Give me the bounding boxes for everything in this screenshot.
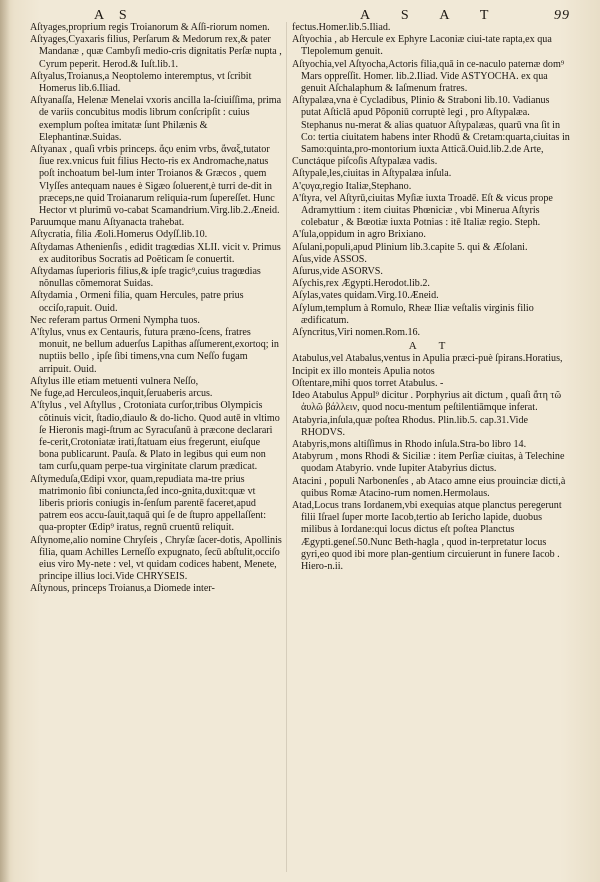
section-heading: A T xyxy=(408,340,456,353)
dictionary-entry: Atacini , populi Narbonenſes , ab Ataco amne eius prouinciæ dicti,à quibus Romæ Atacino-rum nomen.Hermolaus. xyxy=(292,475,566,499)
dictionary-entry: Aſtycratia, filia Æoli.Homerus Odyſſ.lib.10. xyxy=(30,229,208,241)
dictionary-entry: Paruumque manu Aſtyanacta trahebat. xyxy=(30,217,185,229)
dictionary-entry: Aſtyages,Cyaxaris filius, Perſarum & Medorum rex,& pater Mandanæ , quæ Cambyſi medio-cris dignitatis Perſæ nupta , Cyrum peperit. Herod.& Iuſt.lib.1. xyxy=(30,34,282,70)
dictionary-entry: Atabulus,vel Atabalus,ventus in Apulia præci-puè ſpirans.Horatius, xyxy=(292,353,563,365)
dictionary-entry: Aſtypalæa,vna è Cycladibus, Plinio & Straboni lib.10. Vadianus putat Aſticlā apud Põponiū corruptè legi , pro Aſtypalæa. Stephanus nu-merat & alias quatuor Aſtypalæas, quarū vna ſit in Co: tertia ciuitatem habens inter Rhodū & Cretam:quarta,ciuitas in Samo:quinta,pro-montorium iuxta Atticā.Ouid.lib.2.de Arte, xyxy=(292,95,570,156)
dictionary-entry: A'ſtylus , vel Aſtyllus , Crotoniata curſor,tribus Olympicis cõtinuis vicit, ſtadio,diaulo & do-licho. Quod autē in vltimo ſe Hieronis magi-ſtrum ac Syracuſanū à præcone declarari fe-cerit,Crotoniatæ irati,ſtatuam eius fregerunt, eiuſque bona publicarunt. Pauſa. & Plato in legibus qui eum non tam curſu,quam perpe-tua virginitate clarum prædicat. xyxy=(30,400,280,473)
dictionary-entry: Aſtypale,les,ciuitas in Aſtypalæa inſula. xyxy=(292,168,452,180)
header-left-letters: A S xyxy=(94,8,133,23)
dictionary-entry: Cunctáque piſcoſis Aſtypalæa vadis. xyxy=(292,156,438,168)
dictionary-entry: Atabyrum , mons Rhodi & Siciliæ : item Perſiæ ciuitas, à Telechine quodam Atabyrio. vnde Iupiter Atabyrius dictus. xyxy=(292,451,565,475)
dictionary-entry: Atabyris,mons altiſſimus in Rhodo inſula.Stra-bo libro 14. xyxy=(292,438,527,450)
dictionary-entry: Aſylum,templum à Romulo, Rheæ Iliæ veſtalis virginis filio ædificatum. xyxy=(292,302,534,326)
dictionary-entry: Aſtydamia , Ormeni filia, quam Hercules, patre prius occiſo,rapuit. Ouid. xyxy=(30,290,244,314)
dictionary-entry: Aſulani,populi,apud Plinium lib.3.capite 5. qui & Æſolani. xyxy=(292,241,528,253)
dictionary-entry: Atad,Locus trans Iordanem,vbi exequias atque planctus peregerunt filii Iſrael ſuper morte Iacob,tertio ab Iericho lapide, duobus milibus à Iordane:qui locus dictus eſt poſtea Planctus Ægypti.geneſ.50.Nunc Beth-hagla , quod in-terpretatur locus gyri,eo quod ibi more plan-gentium circuierunt in funere Iacob . Hiero-n.ii. xyxy=(292,499,562,572)
header-center-letters: A S A T xyxy=(360,8,503,23)
dictionary-entry: A'ſtyra, vel Aſtyrū,ciuitas Myſiæ iuxta Troadē. Eſt & vicus prope Adramyttium : item ciuitas Phœniciæ , vbi Minerua Aſtyris colebatur , & Bœotiæ iuxta Potnias : itē Italiæ regio. Steph. xyxy=(292,192,553,229)
page-number: 99 xyxy=(554,8,570,23)
column-divider xyxy=(286,22,287,872)
dictionary-entry: A'ςυγα,regio Italiæ,Stephano. xyxy=(292,180,412,192)
dictionary-entry: Aſus,vide ASSOS. xyxy=(292,253,367,265)
dictionary-entry: Aſtyanaſſa, Helenæ Menelai vxoris ancilla la-ſciuiſſima, prima de variis concubitus modis librum conſcripſit : cuius exemplum poſtea imitatæ ſunt Philænis & Elephantinæ.Suidas. xyxy=(30,95,282,143)
dictionary-entry: Aſtyanax , quaſi vrbis princeps. ἄςυ enim vrbs, ἄναξ,tutator ſiue rex.vnicus fuit filius Hecto-ris ex Andromache,natus poſt inchoatum bel-lum inter Troianos & Græcos , quem Vlyſſes antequam naues è Sigæo ſoluerent,è turri de-dit in præceps,ne quid Troianarum reliquia-rum ſupereſſet. Hunc Hector vt plurimū vo-cabat Scamandrium.Virg.lib.2.Æneid. xyxy=(30,144,280,217)
dictionary-entry: Ne fuge,ad Herculeos,inquit,ſeruaberis arcus. xyxy=(30,388,213,400)
dictionary-entry: A'ſtylus, vnus ex Centauris, futura præno-ſcens, fratres monuit, ne bellum aduerſus Lapithas aſſumerent,exortoq; in nuptiis bello , ipſe ſibi timens,vna cum Neſſo fugam arripuit. Ouid. xyxy=(30,327,279,375)
dictionary-entry: Aſtyages,proprium regis Troianorum & Aſſi-riorum nomen. xyxy=(30,22,270,33)
dictionary-entry: Atabyria,inſula,quæ poſtea Rhodus. Plin.lib.5. cap.31.Vide RHODVS. xyxy=(292,414,529,438)
dictionary-entry: Aſtyochia , ab Hercule ex Ephyre Laconiæ ciui-tate rapta,ex qua Tlepolemum genuit. xyxy=(292,34,552,58)
dictionary-entry: Ideo Atabulus Appul⁹ dicitur . Porphyrius ait dictum , quaſi ἄτη τῶ ἀυλῶ βάλλειν, quod nocu-mentum peſtilentiāmque inferat. xyxy=(292,390,562,414)
dictionary-entry: A'ſula,oppidum in agro Brixiano. xyxy=(292,229,426,241)
dictionary-entry: Aſtylus ille etiam metuenti vulnera Neſſo, xyxy=(30,375,199,387)
dictionary-entry: fectus.Homer.lib.5.Iliad. xyxy=(292,22,391,33)
left-column xyxy=(30,22,282,876)
dictionary-entry: Aſylas,vates quidam.Virg.10.Æneid. xyxy=(292,290,439,302)
dictionary-entry: Aſtydamas ſuperioris filius,& ipſe tragic⁹,cuius tragœdias nõnullas cõmemorat Suidas. xyxy=(30,266,261,290)
dictionary-entry: Aſtydamas Athenienſis , edidit tragœdias XLII. vicit v. Primus ex auditoribus Socratis ad Poëticam ſe conuertit. xyxy=(30,241,281,265)
dictionary-entry: Aſtymeduſa,Œdipi vxor, quam,repudiata ma-tre prius matrimonio ſibi coniuncta,ſed inco-gnita,duxit:quæ vt liberis prioris coniugis in-ſenſum parentē faceret,apud patrem eos accu-ſauit,taquā qui ſe de ſtupro appellaſſent: qua-propter Œdip⁹ iratus, regnū cruentū reliquit. xyxy=(30,473,267,534)
dictionary-entry: Aſychis,rex Ægypti.Herodot.lib.2. xyxy=(292,278,430,290)
dictionary-entry: Nec referam partus Ormeni Nympha tuos. xyxy=(30,314,200,326)
dictionary-entry: Aſurus,vide ASORVS. xyxy=(292,266,383,278)
dictionary-entry: Incipit ex illo monteis Apulia notos xyxy=(292,365,435,377)
dictionary-entry: Oſtentare,mihi quos torret Atabulus. - xyxy=(292,377,444,389)
right-column xyxy=(292,22,572,876)
dictionary-entry: Aſtyochia,vel Aſtyocha,Actoris filia,quā in ce-naculo paternæ dom⁹ Mars oppreſſit. Homer. lib.2.Iliad. Vide ASTYOCHA. ex qua genuit Aſchalaphum & Iaſmenum fratres. xyxy=(292,58,565,95)
dictionary-entry: Aſtynous, princeps Troianus,a Diomede inter- xyxy=(30,583,215,595)
dictionary-entry: Aſyncritus,Viri nomen.Rom.16. xyxy=(292,327,421,339)
dictionary-entry: Aſtyalus,Troianus,a Neoptolemo interemptus, vt ſcribit Homerus lib.6.Iliad. xyxy=(30,70,252,95)
dictionary-entry: Aſtynome,alio nomine Chryſeis , Chryſæ ſacer-dotis, Apollinis filia, quam Achilles Lerneſſo expugnato, ſecū abſtulit,occiſo eius viro My-nete : vel, vt quidam codices habent, Menete, principe illius loci.Vide CHRYSEIS. xyxy=(30,534,282,583)
